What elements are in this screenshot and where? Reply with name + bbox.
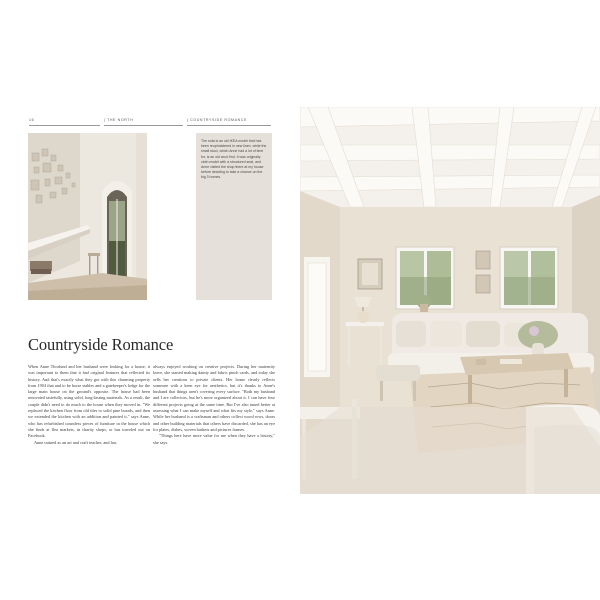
header-rule (29, 125, 100, 126)
article-title: Countryside Romance (28, 335, 174, 354)
hallway-photo (28, 133, 147, 300)
body-column-2 (153, 364, 275, 446)
living-room-photo (300, 107, 600, 494)
photo-caption: The sofa is an old IKEA model that has been reupholstered in new linen, while the small stool, which Anne had a lot of time for, is an old wool find. It was originally cloth model with a structured seat, and Anne visited the shop there at my house before deciding to take a chance on the big 3 homes. (201, 139, 267, 180)
body-paragraph: Anne trained as an art and craft teacher, and has (34, 439, 117, 445)
body-paragraph: "Things here have more value for me when they have a history," she says. (153, 433, 275, 445)
body-column-1 (28, 364, 150, 446)
body-paragraph: always enjoyed working on creative projects. During her maternity leave, she started making dainty and fabric pinch cards, and today she sells her creations to private clients. Her home clearly reflects someone with a keen eye for aesthetics, but it's thanks to Anne's husband that things aren't covering every surface. "Both my husband and I are collectors, but he's more organized about it. I can have four different projects going at the same time. But I've also tuned better at assessing what I can make myself and what fits my style," says Anne. While her husband is a craftsman and others collect wood rows, doors and other building materials that others have discarded, she has an eye for plates, dishes, woven baskets and pictures frames. (153, 364, 275, 432)
body-paragraph: When Anne Thorlund and her husband were looking for a house, it was important to them that it had original features that reflected its history. And that's exactly what they got with this charming property from 1904 that and to be horse stables and a gatekeeper's lodge for the large main house on the ground's opposite. The house had been renovated tastefully, using solid, long-lasting materials. As a result, the couple didn't need to do much to the house when they moved in. "We replaced the kitchen floor from old tiles to solid pine boards, and then we extended the kitchen with an addition and painted it," says Anne, who has refurbished countless pieces of furniture in the house which she finds at flea markets, in charity shops, or has traveled out on Facebook. (28, 364, 150, 439)
header-rule (104, 125, 183, 126)
subsection-label: | COUNTRYSIDE ROMANCE (187, 118, 247, 122)
page-number: 16 (29, 118, 35, 122)
section-label: | THE NORTH (104, 118, 134, 122)
caption-panel (196, 133, 272, 300)
header-rule (187, 125, 271, 126)
